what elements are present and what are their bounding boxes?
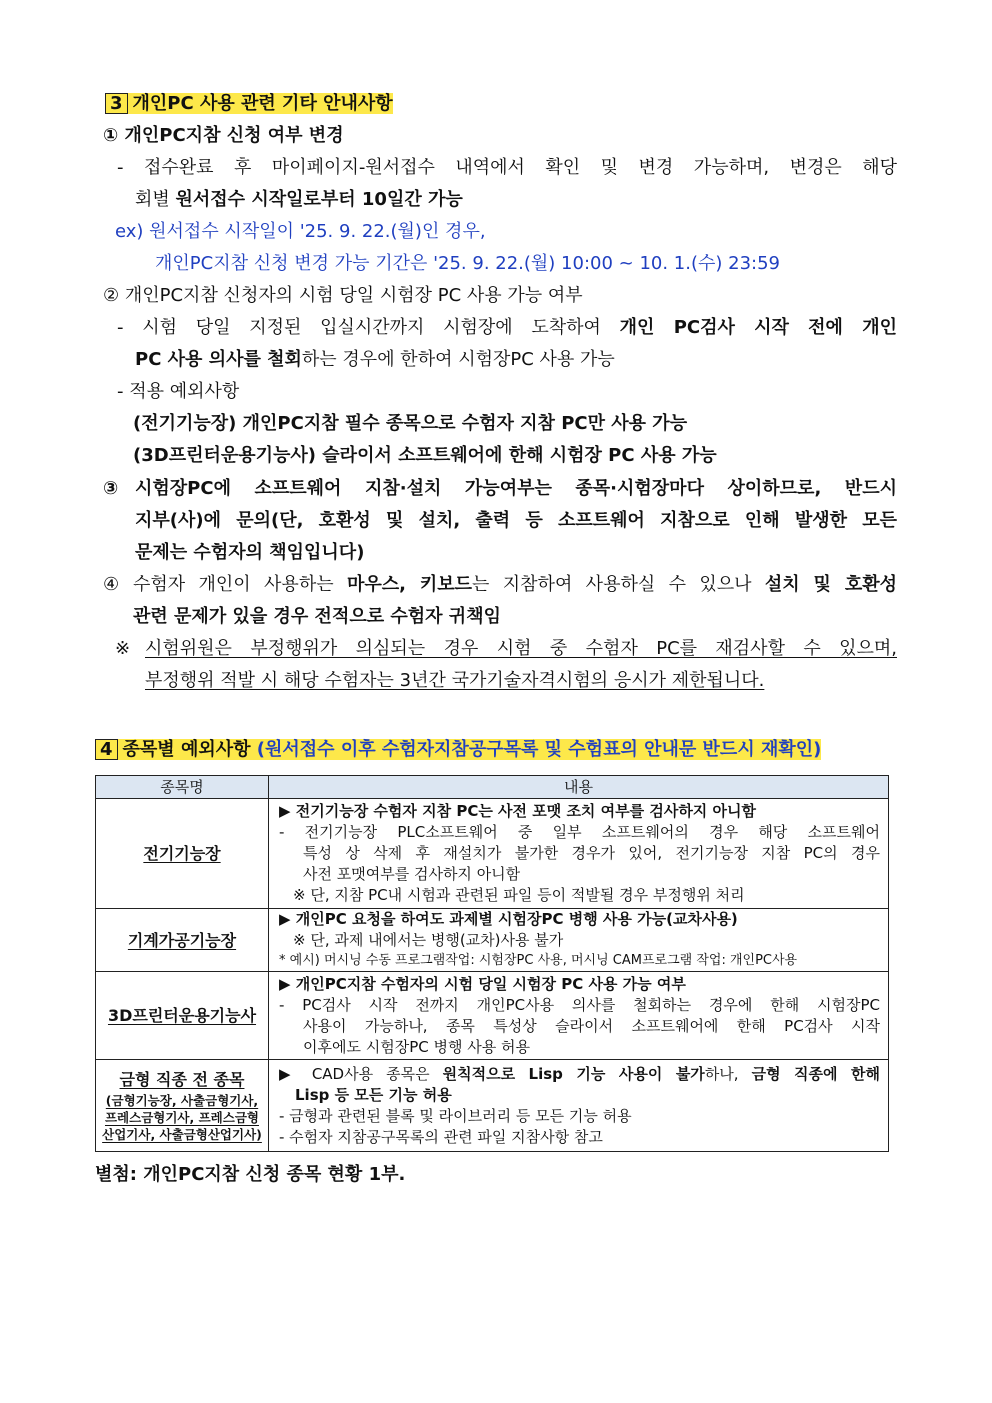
row-name-sub: 산업기사, 사출금형산업기사) bbox=[102, 1127, 262, 1142]
table-row bbox=[96, 1060, 889, 1152]
section4-number: 4 bbox=[95, 739, 118, 760]
item2-heading: ② 개인PC지참 신청자의 시험 당일 시험장 PC 사용 가능 여부 bbox=[103, 285, 583, 306]
item3-marker: ③ bbox=[103, 478, 119, 499]
row-line: - 수험자 지참공구목록의 관련 파일 지참사항 참고 bbox=[279, 1127, 603, 1146]
attachment-note: 별첨: 개인PC지참 신청 종목 현황 1부. bbox=[95, 1164, 406, 1185]
exceptions-table bbox=[95, 775, 889, 1152]
section3-heading bbox=[105, 92, 393, 116]
row-line: ▶ 전기기능장 수험자 지참 PC는 사전 포맷 조치 여부를 검사하지 아니함 bbox=[279, 802, 756, 820]
section4-subtitle: (원서접수 이후 수험자지참공구목록 및 수험표의 안내문 반드시 재확인) bbox=[256, 739, 822, 760]
row-name-cell bbox=[96, 1060, 269, 1152]
section3-title: 개인PC 사용 관련 기타 안내사항 bbox=[132, 93, 393, 114]
item1-line2 bbox=[135, 188, 463, 212]
row-line: ※ 단, 과제 내에서는 병행(교차)사용 불가 bbox=[293, 931, 564, 949]
row-content bbox=[269, 1060, 889, 1152]
row-line: - 금형과 관련된 블록 및 라이브러리 등 모든 기능 허용 bbox=[279, 1106, 632, 1125]
row-line: - 전기기능장 PLC소프트웨어 중 일부 소프트웨어의 경우 해당 소프트웨어 bbox=[279, 823, 880, 841]
row-line: ▶ 개인PC 요청을 하여도 과제별 시험장PC 병행 사용 가능(교차사용) bbox=[279, 910, 738, 928]
item1-line2-bold: 원서접수 시작일로부터 10일간 가능 bbox=[175, 189, 463, 210]
table-row bbox=[96, 909, 889, 972]
item2-exception-2: (3D프린터운용기능사) 슬라이서 소프트웨어에 한해 시험장 PC 사용 가능 bbox=[133, 445, 717, 466]
table-header-name: 종목명 bbox=[96, 776, 269, 799]
row-line-part: 원칙적으로 Lisp 기능 사용이 불가 bbox=[442, 1064, 705, 1083]
item2-line2-bold: PC 사용 의사를 철회 bbox=[135, 349, 302, 370]
row-name: 3D프린터운용기능사 bbox=[96, 972, 269, 1060]
item1-example-line1: ex) 원서접수 시작일이 '25. 9. 22.(월)인 경우, bbox=[115, 221, 486, 242]
row-line-part: ▶ CAD사용 종목은 bbox=[279, 1064, 443, 1083]
item2-line2 bbox=[135, 348, 615, 372]
item4-line1 bbox=[133, 573, 897, 597]
row-line: ▶ 개인PC지참 수험자의 시험 당일 시험장 PC 사용 가능 여부 bbox=[279, 974, 686, 993]
table-header-row bbox=[96, 776, 889, 799]
row-name: 전기기능장 bbox=[96, 799, 269, 909]
item4-line1-b: 마우스, 키보드 bbox=[346, 574, 473, 595]
row-name-sub: (금형기능장, 사출금형기사, bbox=[105, 1093, 259, 1108]
section4-heading bbox=[95, 738, 821, 762]
table-row bbox=[96, 799, 889, 909]
item4-line1-a: 수험자 개인이 사용하는 bbox=[133, 574, 347, 595]
item3-line2: 지부(사)에 문의(단, 호환성 및 설치, 출력 등 소프트웨어 지참으로 인해 발생한 모든 bbox=[135, 510, 897, 531]
row-content bbox=[269, 972, 889, 1060]
row-line: ※ 단, 지참 PC내 시험과 관련된 파일 등이 적발될 경우 부정행위 처리 bbox=[293, 886, 745, 904]
row-line-part: 하나, bbox=[704, 1064, 752, 1083]
row-content bbox=[269, 799, 889, 909]
table-header-content: 내용 bbox=[269, 776, 889, 799]
table-row bbox=[96, 972, 889, 1060]
item3-line3: 문제는 수험자의 책임입니다) bbox=[135, 542, 365, 563]
row-name: 금형 직종 전 종목 bbox=[119, 1070, 245, 1089]
row-name: 기계가공기능장 bbox=[96, 909, 269, 972]
section3-number: 3 bbox=[105, 93, 128, 114]
row-line: 사전 포맷여부를 검사하지 아니함 bbox=[303, 865, 521, 883]
item4-marker: ④ bbox=[103, 574, 120, 595]
item4-line2: 관련 문제가 있을 경우 전적으로 수험자 귀책임 bbox=[133, 606, 501, 627]
row-name-sub: 프레스금형기사, 프레스금형 bbox=[104, 1110, 259, 1125]
item1-example-line2: 개인PC지참 신청 변경 가능 기간은 '25. 9. 22.(월) 10:00 ~ 10. 1.(수) 23:59 bbox=[155, 253, 780, 274]
row-line: Lisp 등 모든 기능 허용 bbox=[295, 1085, 452, 1104]
row-line: 사용이 가능하나, 종목 특성상 슬라이서 소프트웨어에 한해 PC검사 시작 bbox=[303, 1016, 880, 1035]
item2-line1 bbox=[117, 316, 897, 340]
note-line2: 부정행위 적발 시 해당 수험자는 3년간 국가기술자격시험의 응시가 제한됩니다. bbox=[145, 670, 765, 691]
item1-line1: - 접수완료 후 마이페이지-원서접수 내역에서 확인 및 변경 가능하며, 변경은 해당 bbox=[117, 157, 897, 178]
row-line bbox=[279, 1064, 880, 1085]
item3-line1: 시험장PC에 소프트웨어 지참·설치 가능여부는 종목·시험장마다 상이하므로, 반드시 bbox=[135, 478, 897, 499]
item2-line2-suffix: 하는 경우에 한하여 시험장PC 사용 가능 bbox=[301, 349, 615, 370]
section4-title: 종목별 예외사항 bbox=[122, 739, 251, 760]
note-marker: ※ bbox=[115, 638, 131, 659]
row-line: 이후에도 시험장PC 병행 사용 허용 bbox=[303, 1037, 530, 1056]
row-content bbox=[269, 909, 889, 972]
item4-line1-c: 는 지참하여 사용하실 수 있으나 bbox=[472, 574, 765, 595]
item1-heading: ① 개인PC지참 신청 여부 변경 bbox=[103, 125, 344, 146]
row-line: - PC검사 시작 전까지 개인PC사용 의사를 철회하는 경우에 한해 시험장PC bbox=[279, 995, 880, 1014]
item2-exception-1: (전기기능장) 개인PC지참 필수 종목으로 수험자 지참 PC만 사용 가능 bbox=[133, 413, 688, 434]
row-line: * 예시) 머시닝 수동 프로그램작업: 시험장PC 사용, 머시닝 CAM프로그램 작업: 개인PC사용 bbox=[279, 953, 798, 968]
item2-exception-heading: - 적용 예외사항 bbox=[117, 381, 240, 402]
item4-line1-d: 설치 및 호환성 bbox=[764, 574, 897, 595]
row-line: 특성 상 삭제 후 재설치가 불가한 경우가 있어, 전기기능장 지참 PC의 경우 bbox=[303, 844, 880, 862]
note-line1: 시험위원은 부정행위가 의심되는 경우 시험 중 수험자 PC를 재검사할 수 있으며, bbox=[145, 638, 897, 659]
item2-line1-bold: 개인 PC검사 시작 전에 개인 bbox=[619, 317, 897, 338]
item1-line2-prefix: 회별 bbox=[135, 189, 176, 210]
row-line-part: 금형 직종에 한해 bbox=[751, 1064, 880, 1083]
item2-line1-prefix: - 시험 당일 지정된 입실시간까지 시험장에 도착하여 bbox=[117, 317, 620, 338]
